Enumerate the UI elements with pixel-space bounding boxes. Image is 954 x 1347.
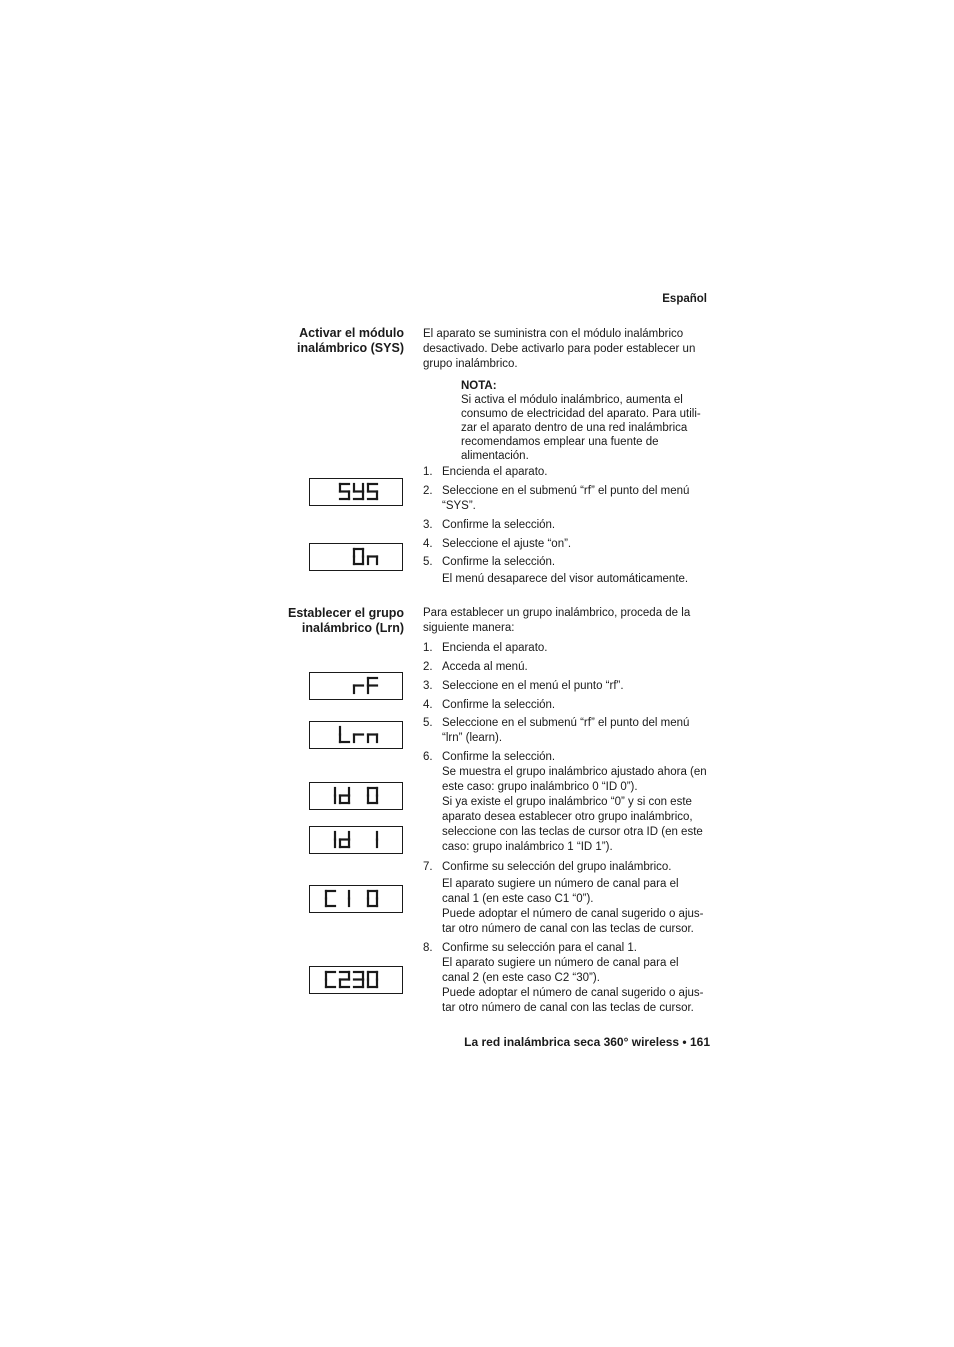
text-line: Para establecer un grupo inalámbrico, proceda de la	[423, 607, 691, 619]
heading-line: Activar el módulo	[299, 326, 404, 340]
note-box	[461, 379, 713, 463]
step-text: Seleccione el ajuste “on”.	[442, 538, 572, 550]
text-line: recomendamos emplear una fuente de	[461, 436, 659, 448]
lcd-display-on	[309, 543, 403, 571]
text-line: consumo de electricidad del aparato. Para utili-	[461, 408, 701, 420]
step-item	[423, 941, 715, 1016]
step-number: 3.	[423, 519, 433, 531]
step-text: canal 1 (en este caso C1 “0”).	[442, 893, 594, 905]
text-line: desactivado. Debe activarlo para poder establecer un	[423, 343, 696, 355]
text-line: siguiente manera:	[423, 622, 515, 634]
step-text: canal 2 (en este caso C2 “30”).	[442, 972, 600, 984]
step-text: Se muestra el grupo inalámbrico ajustado ahora (en	[442, 766, 707, 778]
step-item	[423, 698, 715, 713]
text-line: alimentación.	[461, 450, 529, 462]
step-number: 4.	[423, 699, 433, 711]
heading-line: inalámbrico (Lrn)	[301, 621, 404, 635]
step-number: 7.	[423, 861, 433, 873]
step-text: El menú desaparece del visor automáticamente.	[442, 573, 689, 585]
step-text: Confirme su selección del grupo inalámbrico.	[442, 861, 672, 873]
step-item	[423, 484, 715, 514]
lcd-readout	[310, 886, 402, 912]
step-number: 2.	[423, 661, 433, 673]
step-number: 5.	[423, 556, 433, 568]
lcd-display-sys	[309, 478, 403, 506]
step-text: este caso: grupo inalámbrico 0 “ID 0”).	[442, 781, 638, 793]
section-heading-establish	[250, 606, 404, 636]
lcd-readout	[310, 783, 402, 809]
step-item	[423, 660, 715, 675]
lcd-display-c230	[309, 966, 403, 994]
step-text: Encienda el aparato.	[442, 642, 548, 654]
lcd-readout	[310, 722, 402, 748]
heading-line: inalámbrico (SYS)	[297, 341, 404, 355]
heading-line: Establecer el grupo	[287, 606, 404, 620]
lcd-readout	[310, 967, 402, 993]
step-number: 4.	[423, 538, 433, 550]
lcd-display-c10	[309, 885, 403, 913]
step-text: seleccione con las teclas de cursor otra ID (en este	[442, 826, 703, 838]
lcd-display-rf	[309, 672, 403, 700]
lcd-readout	[310, 673, 402, 699]
section2-intro	[423, 606, 713, 636]
step-item	[423, 641, 715, 656]
step-number: 1.	[423, 466, 433, 478]
step-text: Encienda el aparato.	[442, 466, 548, 478]
step-text: tar otro número de canal con las teclas de cursor.	[442, 1002, 694, 1014]
step-item	[423, 518, 715, 533]
step-text: “SYS”.	[442, 500, 476, 512]
step-item	[423, 555, 715, 587]
text-line: Si activa el módulo inalámbrico, aumenta el	[461, 394, 683, 406]
note-title: NOTA:	[461, 380, 497, 392]
lcd-display-id1	[309, 826, 403, 854]
section-heading-activate	[250, 326, 404, 356]
step-text: Confirme la selección.	[442, 751, 556, 763]
step-item	[423, 465, 715, 480]
step-text: Si ya existe el grupo inalámbrico “0” y si con este	[442, 796, 692, 808]
lcd-display-id0	[309, 782, 403, 810]
step-text: “lrn” (learn).	[442, 732, 503, 744]
step-text: El aparato sugiere un número de canal para el	[442, 957, 679, 969]
step-text: caso: grupo inalámbrico 1 “ID 1”).	[442, 841, 613, 853]
section1-intro	[423, 327, 713, 372]
step-item	[423, 537, 715, 552]
step-item	[423, 716, 715, 746]
step-text: Acceda al menú.	[442, 661, 528, 673]
step-number: 3.	[423, 680, 433, 692]
text-line: grupo inalámbrico.	[423, 358, 518, 370]
step-number: 6.	[423, 751, 433, 763]
step-text: Seleccione en el submenú “rf” el punto del menú	[442, 717, 690, 729]
page-footer: La red inalámbrica seca 360° wireless • 161	[464, 1035, 710, 1049]
step-text: Seleccione en el menú el punto “rf”.	[442, 680, 624, 692]
step-item	[423, 750, 715, 855]
step-item	[423, 679, 715, 694]
step-text: aparato desea establecer otro grupo inalámbrico,	[442, 811, 693, 823]
step-text: Confirme su selección para el canal 1.	[442, 942, 637, 954]
step-text: Seleccione en el submenú “rf” el punto del menú	[442, 485, 690, 497]
step-number: 8.	[423, 942, 433, 954]
step-number: 1.	[423, 642, 433, 654]
lcd-display-lrn	[309, 721, 403, 749]
step-item	[423, 860, 715, 937]
step-text: El aparato sugiere un número de canal para el	[442, 878, 679, 890]
language-label: Español	[662, 293, 707, 305]
text-line: El aparato se suministra con el módulo inalámbrico	[423, 328, 684, 340]
step-text: tar otro número de canal con las teclas de cursor.	[442, 923, 694, 935]
step-number: 2.	[423, 485, 433, 497]
step-number: 5.	[423, 717, 433, 729]
lcd-readout	[310, 479, 402, 505]
step-text: Puede adoptar el número de canal sugerido o ajus-	[442, 908, 704, 920]
text-line: zar el aparato dentro de una red inalámbrica	[461, 422, 688, 434]
step-text: Confirme la selección.	[442, 519, 556, 531]
step-text: Confirme la selección.	[442, 556, 556, 568]
step-text: Puede adoptar el número de canal sugerido o ajus-	[442, 987, 704, 999]
step-text: Confirme la selección.	[442, 699, 556, 711]
lcd-readout	[310, 544, 402, 570]
lcd-readout	[310, 827, 402, 853]
